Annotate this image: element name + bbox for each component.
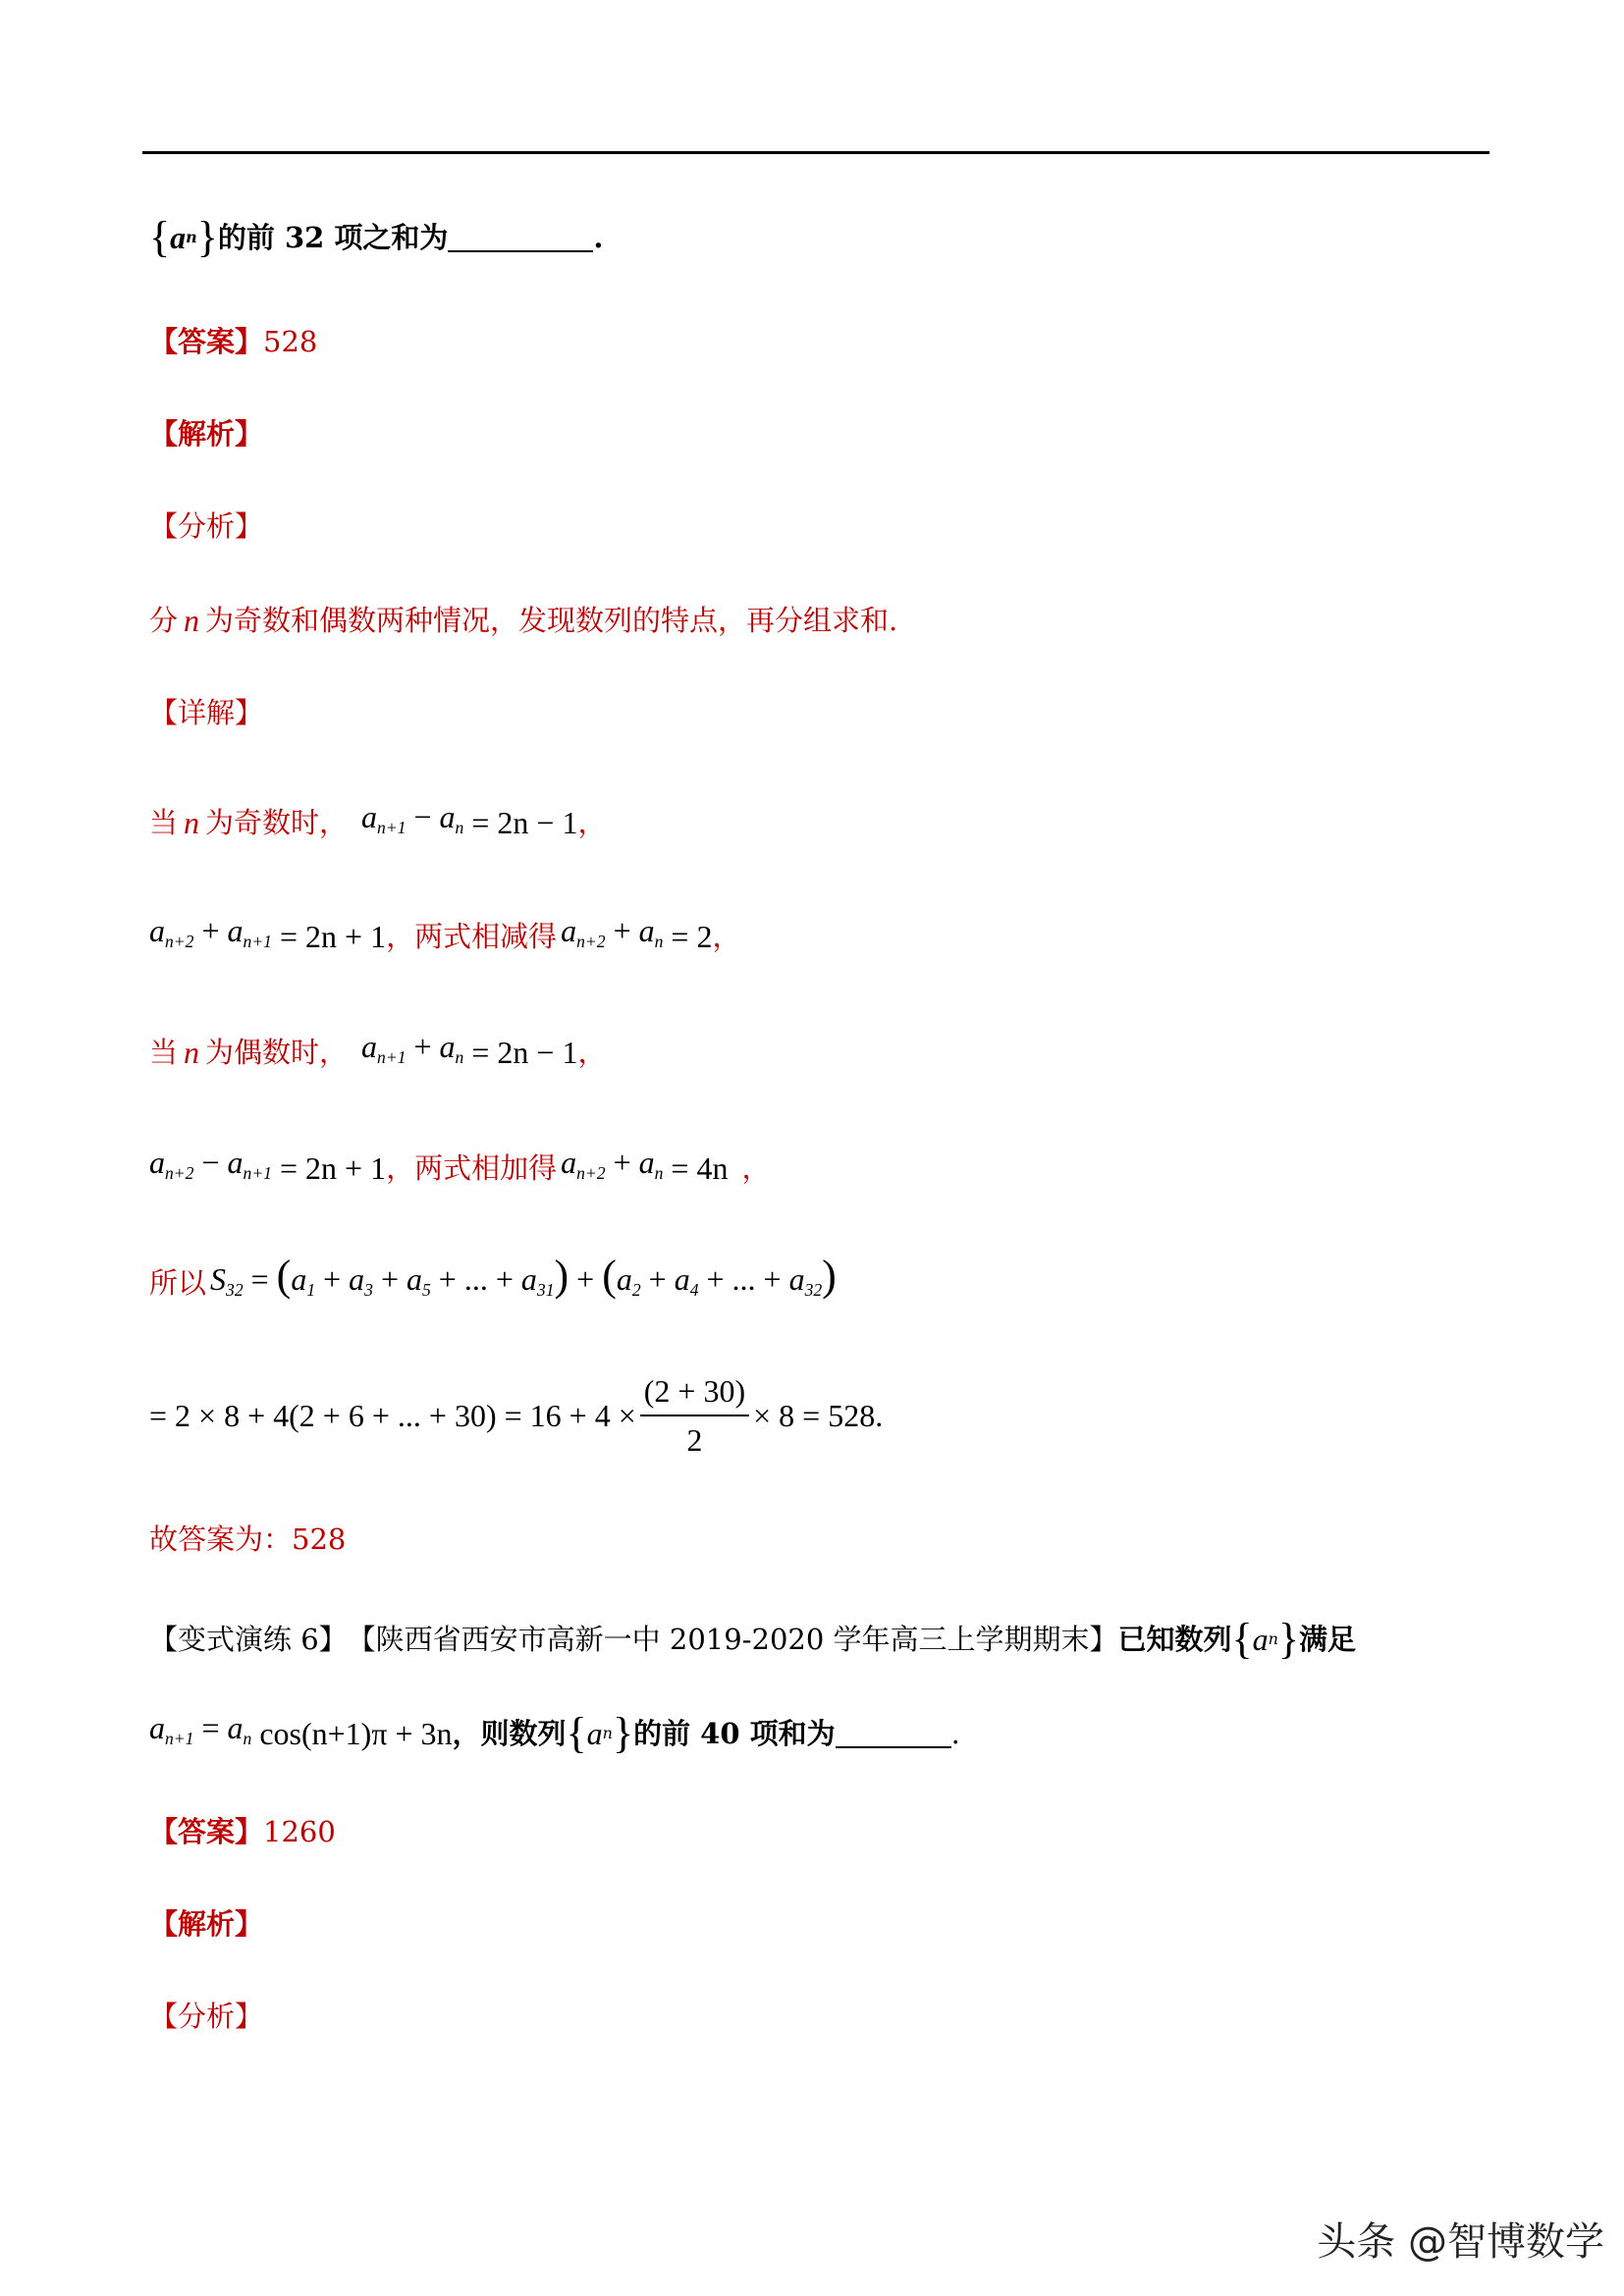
q1-jiexi-heading: 【解析】 [149,417,264,451]
q2-fenxi-heading: 【分析】 [149,2000,264,2033]
derivation-line-1: 当 n 为奇数时， $a_{n+1} - a_n$ = 2n − 1 ， [149,799,607,840]
q1-answer: 【答案】 528 [149,325,318,358]
answer-blank [836,1719,951,1748]
derivation-line-4: $a_{n+2} - a_{n+1}$ = 2n + 1 ，两式相加得 $a_{n+2} + a_n$ = 4n ， [149,1145,771,1186]
header-rule [142,151,1489,154]
q1-fenxi-text: 分 n 为奇数和偶数两种情况，发现数列的特点，再分组求和. [149,603,898,638]
q2-question-line-1: 【变式演练 6】 【陕西省西安市高新一中 2019-2020 学年高三上学期期末】 已知数列 { a n } 满足 [149,1615,1357,1663]
q1-xiangjie-heading: 【详解】 [149,696,264,729]
fraction: $\frac{(2 + 30)}{2}$ [640,1371,749,1460]
q1-question-tail: { a n } 的前 32 项之和为 . [149,213,604,261]
q2-answer: 【答案】 1260 [149,1815,336,1848]
derivation-line-6: = 2 × 8 + 4(2 + 6 + ... + 30) = 16 + 4 × $\frac{(2 + 30)}{2}$ × 8 = 528 . [149,1373,884,1458]
q2-jiexi-heading: 【解析】 [149,1907,264,1941]
derivation-line-3: 当 n 为偶数时， $a_{n+1} + a_n$ = 2n − 1 ， [149,1029,607,1070]
derivation-line-5: 所以 $S_{32} = (a_1 + a_3 + a_5$ + ... + $a_{31}) + (a_2 + a_4$ + ... + $a_{32}$) [149,1252,837,1301]
watermark: 头条 @智博数学 [1317,2219,1604,2265]
q2-question-line-2: $a_{n+1} = a_n$ cos(n+1)π + 3n ，则数列 { a n } 的前 40 项和为 . [149,1708,960,1757]
q1-final-answer: 故答案为：528 [149,1522,347,1556]
derivation-line-2: $a_{n+2} + a_{n+1}$ = 2n + 1 ，两式相减得 $a_{n+2} + a_n$ = 2 ， [149,913,741,954]
answer-blank [448,223,593,252]
q1-fenxi-heading: 【分析】 [149,509,264,543]
